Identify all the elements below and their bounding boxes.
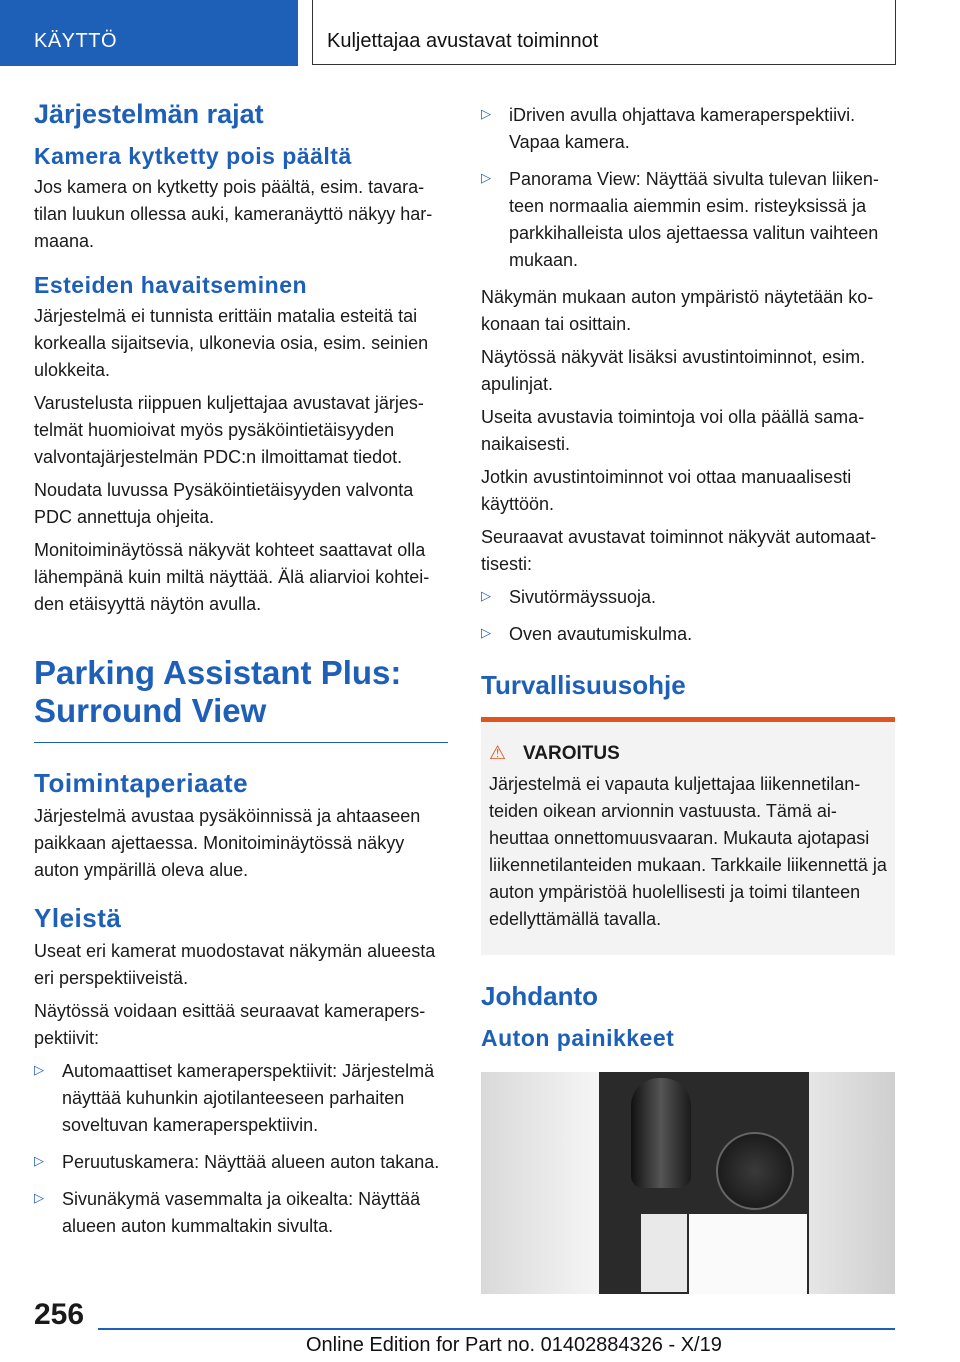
general-heading: Yleistä bbox=[34, 902, 122, 933]
list-item: ▷ iDriven avulla ohjattava kameraperspektiivi. Vapaa kamera. bbox=[481, 105, 856, 152]
footer-divider bbox=[98, 1328, 895, 1330]
principle-heading: Toimintaperiaate bbox=[34, 768, 249, 799]
section-label: KÄYTTÖ bbox=[34, 30, 118, 52]
left-column bbox=[34, 96, 448, 1250]
surround-view-heading: Parking Assistant Plus: Surround View bbox=[34, 654, 402, 730]
warning-label: VAROITUS bbox=[523, 743, 620, 765]
general-text-1: Useat eri kamerat muodostavat näkymän alueesta eri perspektiiveistä. bbox=[34, 940, 436, 988]
warning-box bbox=[481, 717, 895, 955]
warning-text: Järjestelmä ei vapauta kuljettajaa liikennetilanteiden oikean arvionnin vastuusta. Tämä aiheuttaa onnettomuusvaaran. Mukauta ajotapasi liikennetilanteiden mukaan. Tarkkaile liikennettä ja auton ympäristöä huolellisesti ja toimi tilanteen edellyttämällä tavalla. bbox=[489, 774, 887, 930]
heading-divider bbox=[34, 742, 448, 743]
right-column bbox=[481, 96, 895, 1294]
intro-heading: Johdanto bbox=[481, 981, 598, 1012]
triangle-right-icon: ▷ bbox=[34, 1152, 44, 1168]
list-item: ▷ Sivutörmäyssuoja. bbox=[481, 587, 657, 607]
gear-selector-image bbox=[631, 1078, 691, 1188]
list-item: ▷ Sivunäkymä vasemmalta ja oikealta: Näyttää alueen auton kummaltakin sivulta. bbox=[34, 1188, 421, 1236]
general-text-2: Näytössä voidaan esittää seuraavat kameraperspektiivit: bbox=[34, 1000, 426, 1048]
triangle-right-icon: ▷ bbox=[34, 1061, 44, 1077]
principle-text: Järjestelmä avustaa pysäköinnissä ja ahtaaseen paikkaan ajettaessa. Monitoiminäytössä näkyy auton ympärillä oleva alue. bbox=[34, 805, 421, 880]
page-header bbox=[0, 0, 960, 66]
warning-triangle-icon: ⚠ bbox=[489, 743, 507, 765]
console-panel-image bbox=[689, 1214, 807, 1294]
obstacle-text-1: Järjestelmä ei tunnista erittäin matalia esteitä tai korkealla sijaitsevia, ulkonevia osia, esim. seinien ulokkeita. bbox=[34, 306, 429, 381]
buttons-heading: Auton painikkeet bbox=[481, 1025, 675, 1052]
console-photo bbox=[481, 1072, 895, 1294]
list-item: ▷ Oven avautumiskulma. bbox=[481, 624, 693, 644]
page-number: 256 bbox=[34, 1298, 85, 1331]
section-tab bbox=[0, 0, 298, 66]
triangle-right-icon: ▷ bbox=[481, 588, 491, 603]
idrive-controller-image bbox=[716, 1132, 794, 1210]
view-text-5: Seuraavat avustavat toiminnot näkyvät automaattisesti: bbox=[481, 527, 877, 574]
perspective-list bbox=[34, 1058, 448, 1240]
view-text-2: Näytössä näkyvät lisäksi avustintoiminnot, esim. apulinjat. bbox=[481, 347, 866, 394]
triangle-right-icon: ▷ bbox=[34, 1189, 44, 1205]
camera-off-heading: Kamera kytketty pois päältä bbox=[34, 143, 352, 170]
chapter-tab bbox=[312, 0, 896, 65]
list-item: ▷ Panorama View: Näyttää sivulta tulevan liikenteen normaalia aiemmin esim. risteyksissä ja parkkihalleista ulos ajettaessa valitun vaihteen mukaan. bbox=[481, 169, 879, 270]
safety-heading: Turvallisuusohje bbox=[481, 670, 686, 700]
view-text-3: Useita avustavia toimintoja voi olla päällä samanaikaisesti. bbox=[481, 407, 865, 454]
obstacle-text-3: Noudata luvussa Pysäköintietäisyyden valvonta PDC annettuja ohjeita. bbox=[34, 480, 414, 528]
chapter-label: Kuljettajaa avustavat toiminnot bbox=[327, 30, 599, 52]
auto-function-list bbox=[481, 584, 895, 648]
obstacle-text-4: Monitoiminäytössä näkyvät kohteet saattavat olla lähempänä kuin miltä näyttää. Älä aliarvioi kohteiden etäisyyttä näytön avulla. bbox=[34, 540, 430, 615]
list-item: ▷ Automaattiset kameraperspektiivit: Järjestelmä näyttää kuhunkin ajotilanteeseen parhaiten soveltuvan kameraperspektiivin. bbox=[34, 1060, 435, 1135]
camera-off-text: Jos kamera on kytketty pois päältä, esim. tavaratilan luukun ollessa auki, kameranäyttö näkyy harmaana. bbox=[34, 177, 433, 252]
perspective-list-cont bbox=[481, 102, 895, 274]
console-panel-image bbox=[641, 1214, 687, 1292]
view-text-1: Näkymän mukaan auton ympäristö näytetään kokonaan tai osittain. bbox=[481, 287, 874, 334]
list-item: ▷ Peruutuskamera: Näyttää alueen auton takana. bbox=[34, 1151, 440, 1172]
triangle-right-icon: ▷ bbox=[481, 106, 491, 121]
triangle-right-icon: ▷ bbox=[481, 625, 491, 640]
obstacle-text-2: Varustelusta riippuen kuljettajaa avustavat järjestelmät huomioivat myös pysäköintietäisyyden valvontajärjestelmän PDC:n ilmoittamat tiedot. bbox=[34, 393, 424, 468]
warning-title bbox=[489, 742, 887, 765]
edition-note: Online Edition for Part no. 01402884326 - X/19 bbox=[306, 1334, 722, 1356]
triangle-right-icon: ▷ bbox=[481, 170, 491, 185]
limits-heading: Järjestelmän rajat bbox=[34, 99, 264, 129]
view-text-4: Jotkin avustintoiminnot voi ottaa manuaalisesti käyttöön. bbox=[481, 467, 852, 514]
obstacle-heading: Esteiden havaitseminen bbox=[34, 272, 308, 299]
